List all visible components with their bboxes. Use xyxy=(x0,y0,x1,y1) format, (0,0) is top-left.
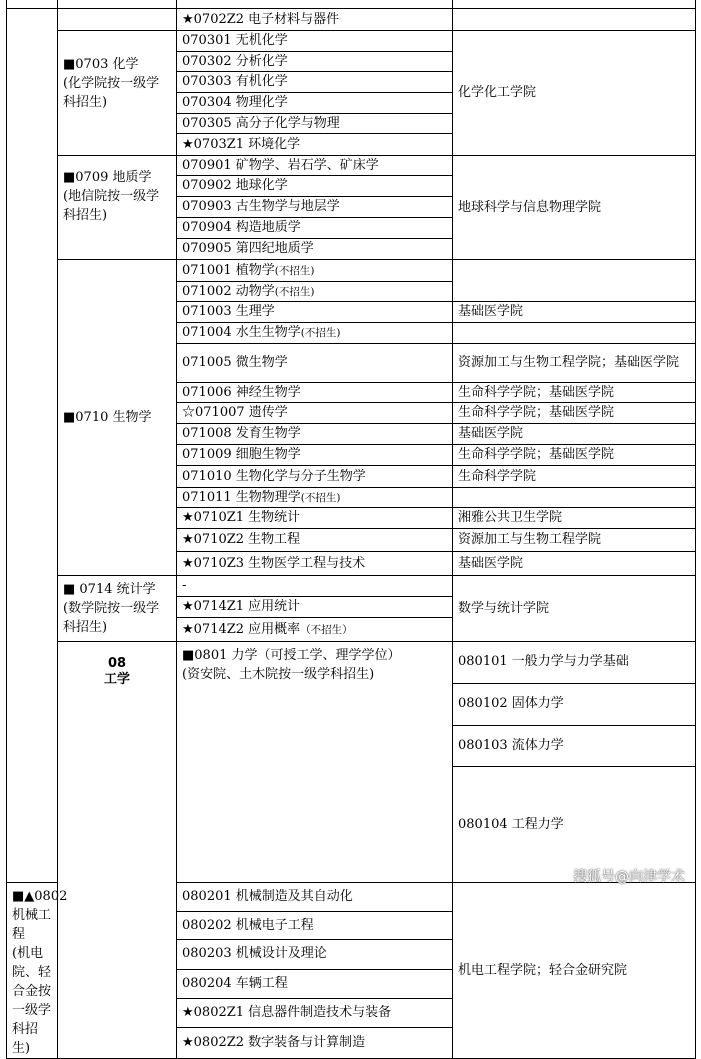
subject-code-cell: - xyxy=(177,576,453,597)
subject-code-cell: 080102 固体力学 xyxy=(453,683,696,725)
subject-code-cell: 070302 分析化学 xyxy=(177,52,453,72)
table-row xyxy=(7,156,696,176)
level1-cell-chemistry xyxy=(58,31,177,156)
level1-title: ■▲0802 机械工程 xyxy=(12,889,68,942)
level1-title: ■ 0714 统计学 xyxy=(63,582,156,597)
table-row xyxy=(7,576,696,597)
not-enrolling-note: (不招生) xyxy=(300,491,341,504)
level1-note: (机电院、轻合金按一级学科招生) xyxy=(12,946,52,1056)
subject-code-cell: 070905 第四纪地质学 xyxy=(177,239,453,260)
header-cell xyxy=(58,0,177,9)
header-cell xyxy=(177,0,453,9)
not-enrolling-note: (不招生) xyxy=(274,285,315,298)
subject-code-cell: ★0710Z3 生物医学工程与技术 xyxy=(177,552,453,576)
subject-code-cell: 071004 水生生物学(不招生) xyxy=(177,323,453,344)
subject-code-cell: 071002 动物学(不招生) xyxy=(177,282,453,302)
subject-code-cell: 070901 矿物学、岩石学、矿床学 xyxy=(177,156,453,176)
subject-code-cell: 071011 生物物理学(不招生) xyxy=(177,488,453,508)
school-cell: 湘雅公共卫生学院 xyxy=(453,508,696,529)
subject-code-cell: 071003 生理学 xyxy=(177,302,453,323)
subject-code-cell: 080103 流体力学 xyxy=(453,725,696,767)
level1-cell-statistics xyxy=(58,576,177,642)
subject-code-cell: 070903 古生物学与地层学 xyxy=(177,197,453,218)
school-cell: 资源加工与生物工程学院 xyxy=(453,529,696,552)
subject-code-cell: 080202 机械电子工程 xyxy=(177,912,453,940)
subject-code-cell: ★0702Z2 电子材料与器件 xyxy=(177,9,453,31)
school-cell: 生命科学学院；基础医学院 xyxy=(453,403,696,424)
subject-code-cell: 071005 微生物学 xyxy=(177,344,453,383)
level1-title: ■0709 地质学 xyxy=(63,170,152,185)
school-cell: 资源加工与生物工程学院；基础医学院 xyxy=(453,344,696,383)
header-cell xyxy=(453,0,696,9)
subject-code-cell: 080201 机械制造及其自动化 xyxy=(177,883,453,912)
subject-code-cell: 080104 工程力学 xyxy=(453,767,696,883)
school-cell: 机电工程学院；轻合金研究院 xyxy=(453,883,696,1059)
subject-code-cell: 070301 无机化学 xyxy=(177,31,453,52)
school-cell: 化学化工学院 xyxy=(453,31,696,156)
subject-code-cell: 070904 构造地质学 xyxy=(177,218,453,239)
level1-note: (资安院、土木院按一级学科招生) xyxy=(182,667,375,682)
school-cell: 地球科学与信息物理学院 xyxy=(453,156,696,260)
discipline-table xyxy=(6,0,696,1059)
school-cell xyxy=(453,488,696,508)
header-cell xyxy=(7,0,58,9)
discipline-code: 08 xyxy=(107,656,127,671)
subject-code-cell: 080203 机械设计及理论 xyxy=(177,940,453,969)
school-cell xyxy=(453,323,696,344)
subject-code-cell: 071008 发育生物学 xyxy=(177,424,453,445)
school-cell: 数学与统计学院 xyxy=(453,576,696,642)
subject-code-cell: ★0714Z1 应用统计 xyxy=(177,597,453,618)
level1-title: ■0801 力学（可授工学、理学学位） xyxy=(182,648,401,663)
level1-cell-mechanics xyxy=(177,642,453,883)
subject-code-cell: 071009 细胞生物学 xyxy=(177,445,453,466)
not-enrolling-note: （不招生） xyxy=(300,623,353,636)
subject-code-cell: 071001 植物学(不招生) xyxy=(177,260,453,282)
level1-title: ■0703 化学 xyxy=(63,57,139,72)
school-cell: 生命科学学院 xyxy=(453,466,696,488)
subject-code-cell: 070305 高分子化学与物理 xyxy=(177,114,453,134)
table-row xyxy=(7,260,696,282)
level1-title: ■0710 生物学 xyxy=(63,409,152,425)
school-cell: 基础医学院 xyxy=(453,424,696,445)
subject-code-cell: ★0710Z2 生物工程 xyxy=(177,529,453,552)
discipline-cell-engineering xyxy=(58,642,177,1059)
level1-cell-mechanical-engineering xyxy=(7,883,68,1059)
subject-code-cell: 071006 神经生物学 xyxy=(177,383,453,403)
subject-code-cell: 070303 有机化学 xyxy=(177,72,453,93)
header-row xyxy=(7,0,696,9)
school-cell xyxy=(453,9,696,31)
school-cell: 生命科学学院；基础医学院 xyxy=(453,383,696,403)
level1-note: (数学院按一级学科招生) xyxy=(63,601,160,635)
discipline-cell-science xyxy=(7,9,58,883)
subject-code-cell: 070902 地球化学 xyxy=(177,176,453,197)
not-enrolling-note: (不招生) xyxy=(274,264,315,277)
level1-cell-empty xyxy=(58,9,177,31)
subject-code-cell: ★0703Z1 环境化学 xyxy=(177,134,453,156)
school-cell xyxy=(453,260,696,302)
subject-code-cell: ☆071007 遗传学 xyxy=(177,403,453,424)
subject-code-cell: 080204 车辆工程 xyxy=(177,969,453,998)
discipline-name: 工学 xyxy=(103,672,130,687)
level1-note: (化学院按一级学科招生) xyxy=(63,76,160,110)
subject-code-cell: 070304 物理化学 xyxy=(177,93,453,114)
school-cell: 生命科学学院；基础医学院 xyxy=(453,445,696,466)
school-cell: 基础医学院 xyxy=(453,552,696,576)
level1-cell-biology xyxy=(58,260,177,576)
subject-code-cell: 080101 一般力学与力学基础 xyxy=(453,642,696,684)
level1-note: (地信院按一级学科招生) xyxy=(63,189,160,223)
subject-code-cell: ★0710Z1 生物统计 xyxy=(177,508,453,529)
school-cell: 基础医学院 xyxy=(453,302,696,323)
table-row xyxy=(7,9,696,31)
subject-code-cell: ★0714Z2 应用概率（不招生） xyxy=(177,618,453,642)
level1-cell-geology xyxy=(58,156,177,260)
subject-code-cell: ★0802Z2 数字装备与计算制造 xyxy=(177,1028,453,1059)
subject-code-cell: 071010 生物化学与分子生物学 xyxy=(177,466,453,488)
table-row xyxy=(7,642,696,684)
table-row xyxy=(7,31,696,52)
subject-code-cell: ★0802Z1 信息器件制造技术与装备 xyxy=(177,998,453,1027)
watermark: 搜狐号@向津学术 xyxy=(573,869,685,885)
not-enrolling-note: (不招生) xyxy=(300,327,341,339)
